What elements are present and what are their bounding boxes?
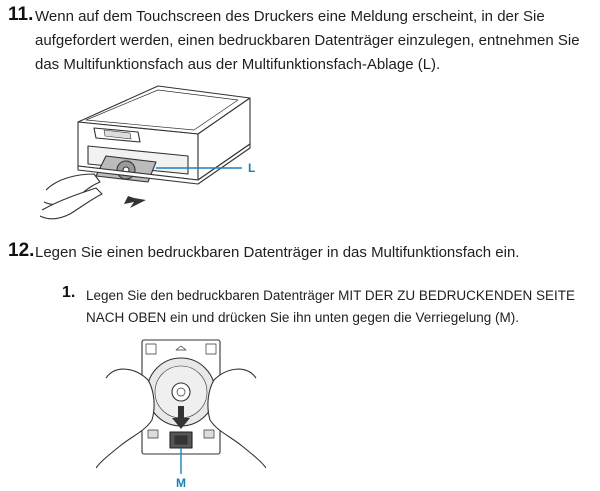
disc-tray-illustration [96, 334, 266, 490]
step-text: Legen Sie einen bedruckbaren Datenträger in das Multifunktionsfach ein. [35, 244, 520, 261]
step-text: Wenn auf dem Touchscreen des Druckers eine Meldung erscheint, in der Sie aufgefordert werden, einen bedruckbaren Datenträger einzulegen, entnehmen Sie das Multifunktionsfach aus der Multifunktionsfach-Ablage (L). [35, 8, 580, 73]
step-number: 12. [8, 240, 35, 261]
substep-text: Legen Sie den bedruckbaren Datenträger MIT DER ZU BEDRUCKENDEN SEITE NACH OBEN ein und drücken Sie ihn unten gegen die Verriegelung (M). [86, 288, 575, 325]
callout-l: L [248, 161, 256, 175]
callout-m: M [176, 476, 186, 490]
printer-illustration [38, 82, 288, 222]
substep-number: 1. [62, 284, 76, 301]
step-number: 11. [8, 4, 34, 25]
